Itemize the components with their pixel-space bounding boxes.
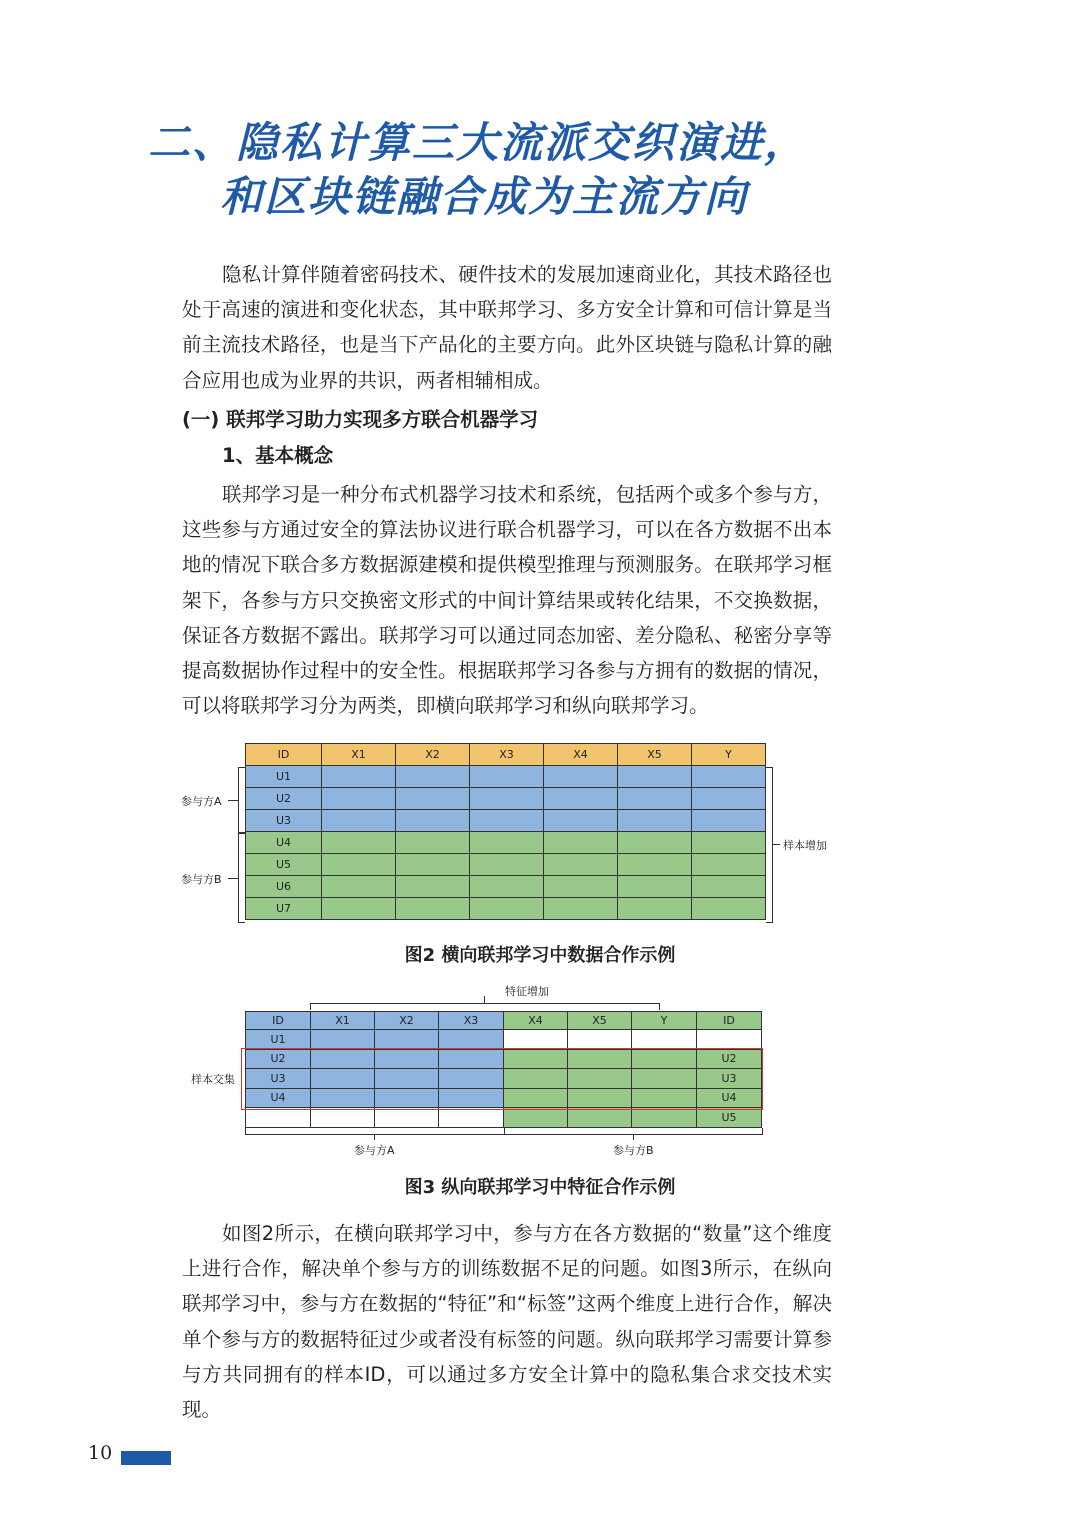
party-b-label: 参与方B bbox=[181, 873, 222, 886]
fig2-data-cell bbox=[692, 876, 766, 898]
fig2-data-cell bbox=[618, 766, 692, 788]
intro-text: 隐私计算伴随着密码技术、硬件技术的发展加速商业化，其技术路径也处于高速的演进和变化状态，其中联邦学习、多方安全计算和可信计算是当前主流技术路径，也是当下产品化的主要方向。此外区块链与隐私计算的融合应用也成为业界的共识，两者相辅相成。 bbox=[182, 263, 832, 392]
party-a-bracket bbox=[238, 767, 245, 833]
fig3-header-cell: X5 bbox=[568, 1012, 632, 1030]
fig3-table-row bbox=[246, 1108, 762, 1128]
party-b-bracket bbox=[238, 833, 245, 923]
fig3-row-id-cell: U1 bbox=[246, 1030, 311, 1050]
party-a-bottom-tick bbox=[374, 1134, 375, 1140]
fig2-header-row bbox=[246, 744, 766, 766]
fig2-data-cell bbox=[396, 810, 470, 832]
fig3-header-cell: X2 bbox=[375, 1012, 439, 1030]
party-a-label: 参与方A bbox=[181, 795, 222, 808]
fig3-party-b-label: 参与方B bbox=[613, 1144, 654, 1157]
fig2-data-cell bbox=[470, 832, 544, 854]
figure-2-table bbox=[245, 743, 766, 920]
fig2-table-row bbox=[246, 832, 766, 854]
title-line-2: 和区块链融合成为主流方向 bbox=[220, 172, 749, 221]
body2-text: 如图2所示，在横向联邦学习中，参与方在各方数据的“数量”这个维度上进行合作，解决单个参与方的训练数据不足的问题。如图3所示，在纵向联邦学习中，参与方在数据的“特征”和“标签”这两个维度上进行合作，解决单个参与方的数据特征过少或者没有标签的问题。纵向联邦学习需要计算参与方共同拥有的样本ID，可以通过多方安全计算中的隐私集合求交技术实现。 bbox=[182, 1222, 832, 1422]
fig2-table-row bbox=[246, 810, 766, 832]
fig2-data-cell bbox=[544, 832, 618, 854]
page-title bbox=[148, 116, 948, 224]
sample-intersection-label: 样本交集 bbox=[191, 1073, 235, 1086]
fig2-data-cell bbox=[470, 854, 544, 876]
fig2-data-cell bbox=[322, 788, 396, 810]
fig3-party-a-label: 参与方A bbox=[354, 1144, 395, 1157]
fig3-row-id-cell: U5 bbox=[697, 1108, 762, 1128]
fig3-data-cell bbox=[375, 1030, 439, 1050]
fig2-data-cell bbox=[618, 788, 692, 810]
fig2-table-row bbox=[246, 898, 766, 920]
fig3-row-id-cell bbox=[246, 1108, 311, 1128]
fig3-data-cell bbox=[439, 1108, 504, 1128]
party-b-bottom-tick bbox=[633, 1134, 634, 1140]
feature-increase-bracket bbox=[310, 1003, 660, 1010]
fig2-data-cell bbox=[470, 898, 544, 920]
party-a-tick bbox=[228, 800, 238, 801]
figure-3-caption: 图3 纵向联邦学习中特征合作示例 bbox=[404, 1177, 676, 1198]
fig2-data-cell bbox=[618, 876, 692, 898]
feature-increase-label: 特征增加 bbox=[505, 985, 549, 998]
fig2-data-cell bbox=[544, 766, 618, 788]
fig2-row-id-cell: U2 bbox=[246, 788, 322, 810]
fig2-data-cell bbox=[618, 854, 692, 876]
fig2-table-row bbox=[246, 854, 766, 876]
fig2-row-id-cell: U4 bbox=[246, 832, 322, 854]
fig3-row-id-cell: U4 bbox=[246, 1088, 311, 1108]
body-paragraph-1 bbox=[182, 477, 832, 723]
fig3-data-cell bbox=[311, 1030, 375, 1050]
fig2-data-cell bbox=[470, 810, 544, 832]
fig3-header-cell: X1 bbox=[311, 1012, 375, 1030]
fig2-table-row bbox=[246, 876, 766, 898]
fig3-header-cell: X4 bbox=[504, 1012, 568, 1030]
title-line-1: 二、隐私计算三大流派交织演进， bbox=[148, 118, 809, 167]
fig3-data-cell bbox=[632, 1030, 697, 1050]
fig2-header-cell: Y bbox=[692, 744, 766, 766]
fig3-data-cell bbox=[504, 1108, 568, 1128]
fig2-data-cell bbox=[692, 832, 766, 854]
fig2-data-cell bbox=[692, 898, 766, 920]
fig3-data-cell bbox=[439, 1030, 504, 1050]
sample-increase-bracket bbox=[766, 767, 773, 923]
fig2-header-cell: ID bbox=[246, 744, 322, 766]
fig3-row-id-cell: U2 bbox=[246, 1049, 311, 1069]
sample-increase-label: 样本增加 bbox=[783, 839, 827, 852]
fig3-row-id-cell: U2 bbox=[697, 1049, 762, 1069]
fig2-data-cell bbox=[470, 766, 544, 788]
sample-increase-tick bbox=[772, 844, 780, 845]
horizontal-fl-table bbox=[245, 743, 766, 920]
fig3-data-cell bbox=[375, 1108, 439, 1128]
fig2-data-cell bbox=[396, 766, 470, 788]
fig3-header-cell: ID bbox=[246, 1012, 311, 1030]
party-b-tick bbox=[228, 878, 238, 879]
fig3-row-id-cell: U4 bbox=[697, 1088, 762, 1108]
fig2-data-cell bbox=[396, 788, 470, 810]
feature-increase-tick bbox=[484, 996, 485, 1003]
fig3-data-cell bbox=[632, 1108, 697, 1128]
fig3-data-cell bbox=[568, 1108, 632, 1128]
fig2-data-cell bbox=[396, 898, 470, 920]
fig3-header-cell: X3 bbox=[439, 1012, 504, 1030]
fig2-data-cell bbox=[470, 788, 544, 810]
fig2-row-id-cell: U3 bbox=[246, 810, 322, 832]
page-bar-decoration bbox=[121, 1451, 171, 1465]
intro-paragraph bbox=[182, 257, 832, 398]
fig2-data-cell bbox=[618, 832, 692, 854]
party-a-bottom-bracket bbox=[245, 1128, 505, 1135]
fig2-data-cell bbox=[692, 854, 766, 876]
fig2-header-cell: X5 bbox=[618, 744, 692, 766]
fig2-data-cell bbox=[322, 766, 396, 788]
fig2-data-cell bbox=[618, 898, 692, 920]
fig2-data-cell bbox=[692, 788, 766, 810]
fig2-data-cell bbox=[396, 876, 470, 898]
fig3-row-id-cell: U3 bbox=[246, 1069, 311, 1089]
fig3-header-cell: ID bbox=[697, 1012, 762, 1030]
fig2-header-cell: X4 bbox=[544, 744, 618, 766]
intersection-highlight bbox=[241, 1048, 763, 1110]
fig3-row-id-cell: U3 bbox=[697, 1069, 762, 1089]
fig2-header-cell: X3 bbox=[470, 744, 544, 766]
fig3-header-row bbox=[246, 1012, 762, 1030]
body1-text: 联邦学习是一种分布式机器学习技术和系统，包括两个或多个参与方，这些参与方通过安全的算法协议进行联合机器学习，可以在各方数据不出本地的情况下联合多方数据源建模和提供模型推理与预测服务。在联邦学习框架下，各参与方只交换密文形式的中间计算结果或转化结果，不交换数据，保证各方数据不露出。联邦学习可以通过同态加密、差分隐私、秘密分享等提高数据协作过程中的安全性。根据联邦学习各参与方拥有的数据的情况，可以将联邦学习分为两类，即横向联邦学习和纵向联邦学习。 bbox=[182, 483, 832, 718]
fig2-data-cell bbox=[544, 876, 618, 898]
fig3-row-id-cell bbox=[697, 1030, 762, 1050]
fig3-data-cell bbox=[568, 1030, 632, 1050]
subsection-heading: 1、基本概念 bbox=[222, 444, 334, 467]
fig2-header-cell: X1 bbox=[322, 744, 396, 766]
fig2-row-id-cell: U1 bbox=[246, 766, 322, 788]
fig3-data-cell bbox=[311, 1108, 375, 1128]
page-number: 10 bbox=[88, 1442, 113, 1464]
fig2-table-row bbox=[246, 788, 766, 810]
fig2-row-id-cell: U6 bbox=[246, 876, 322, 898]
fig2-data-cell bbox=[544, 788, 618, 810]
fig2-row-id-cell: U5 bbox=[246, 854, 322, 876]
fig2-data-cell bbox=[544, 810, 618, 832]
fig2-data-cell bbox=[692, 810, 766, 832]
fig2-data-cell bbox=[396, 854, 470, 876]
fig2-data-cell bbox=[544, 898, 618, 920]
fig2-data-cell bbox=[618, 810, 692, 832]
fig3-header-cell: Y bbox=[632, 1012, 697, 1030]
figure-2-caption: 图2 横向联邦学习中数据合作示例 bbox=[404, 945, 676, 966]
fig2-data-cell bbox=[396, 832, 470, 854]
fig2-data-cell bbox=[322, 898, 396, 920]
fig2-table-row bbox=[246, 766, 766, 788]
fig2-data-cell bbox=[322, 854, 396, 876]
fig3-table-row bbox=[246, 1030, 762, 1050]
fig3-data-cell bbox=[504, 1030, 568, 1050]
fig2-data-cell bbox=[544, 854, 618, 876]
fig2-header-cell: X2 bbox=[396, 744, 470, 766]
section-heading: (一) 联邦学习助力实现多方联合机器学习 bbox=[182, 408, 539, 431]
fig2-row-id-cell: U7 bbox=[246, 898, 322, 920]
body-paragraph-2 bbox=[182, 1216, 832, 1427]
fig2-data-cell bbox=[692, 766, 766, 788]
fig2-data-cell bbox=[322, 810, 396, 832]
fig2-data-cell bbox=[322, 876, 396, 898]
fig2-data-cell bbox=[322, 832, 396, 854]
fig2-data-cell bbox=[470, 876, 544, 898]
